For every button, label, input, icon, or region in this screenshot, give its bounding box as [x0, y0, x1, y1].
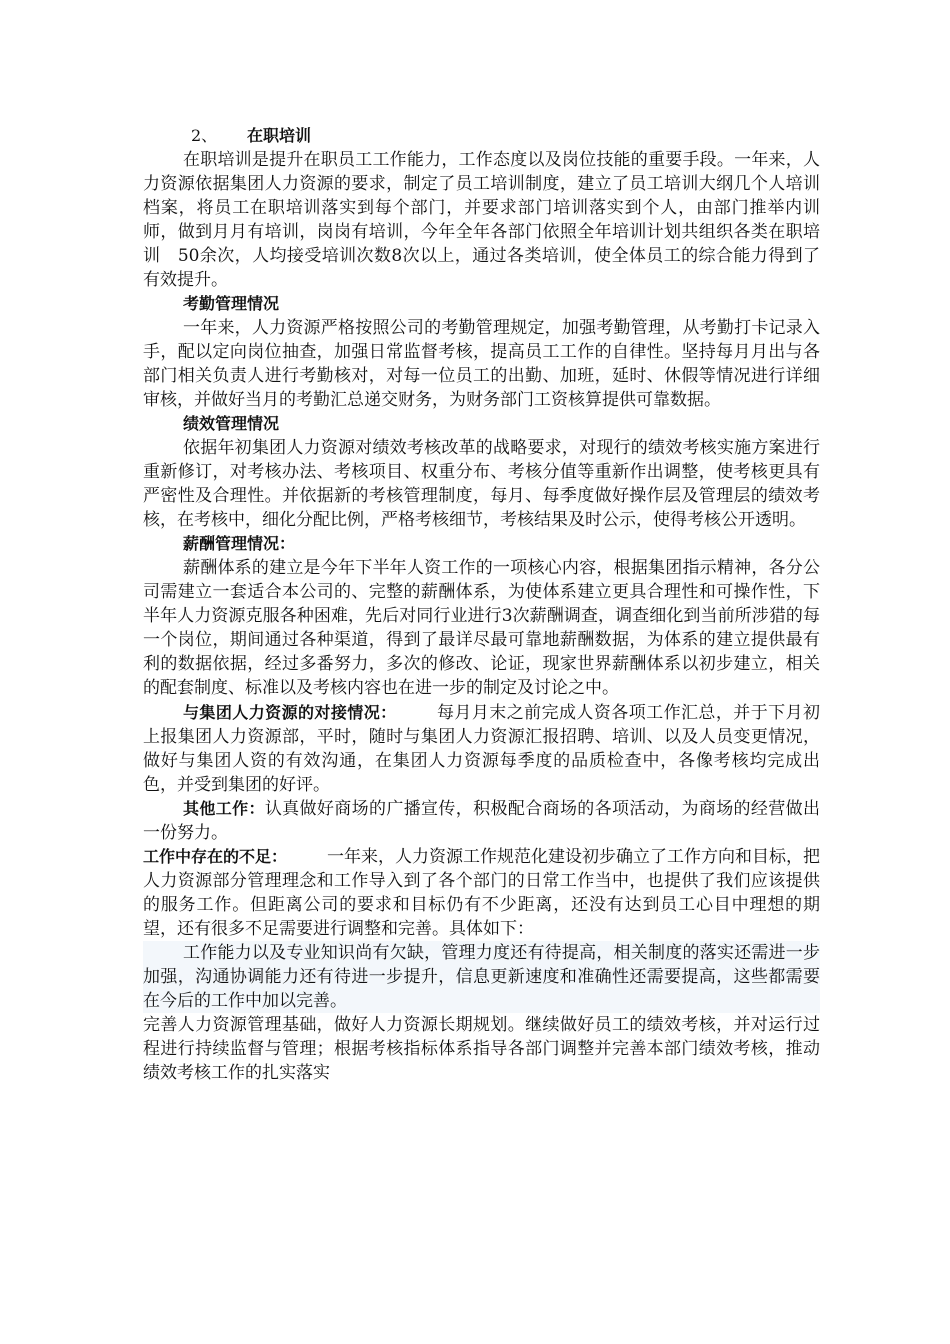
section-heading-training — [143, 124, 820, 148]
paragraph-attendance: 一年来，人力资源严格按照公司的考勤管理规定，加强考勤管理，从考勤打卡记录入手，配以定向岗位抽查，加强日常监督考核，提高员工工作的自律性。坚持每月月出与各部门相关负责人进行考勤核对，对每一位员工的出勤、加班，延时、休假等情况进行详细审核，并做好当月的考勤汇总递交财务，为财务部门工资核算提供可靠数据。 — [143, 318, 820, 410]
group-body: 每月月末之前完成人资各项工作汇总，并于下月初上报集团人力资源部，平时，随时与集团人力资源汇报招聘、培训、以及人员变更情况，做好与集团人资的有效沟通，在集团人力资源每季度的品质检查中，各像考核均完成出色，并受到集团的好评。 — [143, 703, 820, 795]
heading-attendance: 考勤管理情况 — [183, 294, 280, 313]
heading-group: 与集团人力资源的对接情况： — [183, 703, 397, 722]
heading-shortfalls: 工作中存在的不足： — [143, 847, 288, 866]
paragraph-group — [143, 701, 820, 797]
paragraph-salary: 薪酬体系的建立是今年下半年人资工作的一项核心内容，根据集团指示精神，各分公司需建立一套适合本公司的、完整的薪酬体系，为使体系建立更具合理性和可操作性，下半年人力资源克服各种困难，先后对同行业进行3次薪酬调查，调查细化到当前所涉猎的每一个岗位，期间通过各种渠道，得到了最详尽最可靠地薪酬数据，为体系的建立提供最有利的数据依据，经过多番努力，多次的修改、论证，现家世界薪酬体系以初步建立，相关的配套制度、标准以及考核内容也在进一步的制定及讨论之中。 — [143, 558, 820, 698]
paragraph-plan: 完善人力资源管理基础，做好人力资源长期规划。继续做好员工的绩效考核，并对运行过程进行持续监督与管理；根据考核指标体系指导各部门调整并完善本部门绩效考核，推动绩效考核工作的扎实落实 — [143, 1015, 820, 1083]
section-title: 在职培训 — [247, 126, 312, 145]
other-body: 认真做好商场的广播宣传，积极配合商场的各项活动，为商场的经营做出一份努力。 — [143, 799, 820, 843]
paragraph-shortfalls-detail: 工作能力以及专业知识尚有欠缺，管理力度还有待提高，相关制度的落实还需进一步加强，沟通协调能力还有待进一步提升，信息更新速度和准确性还需要提高，这些都需要在今后的工作中加以完善。 — [143, 943, 820, 1011]
paragraph-other — [143, 797, 820, 845]
heading-salary: 薪酬管理情况： — [183, 534, 296, 553]
heading-performance: 绩效管理情况 — [183, 414, 280, 433]
paragraph-performance: 依据年初集团人力资源对绩效考核改革的战略要求，对现行的绩效考核实施方案进行重新修订，对考核办法、考核项目、权重分布、考核分值等重新作出调整，使考核更具有严密性及合理性。并依据新的考核管理制度，每月、每季度做好操作层及管理层的绩效考核，在考核中，细化分配比例，严格考核细节，考核结果及时公示，使得考核公开透明。 — [143, 438, 820, 530]
document-page — [143, 124, 820, 1085]
section-number: 2、 — [191, 126, 218, 145]
heading-other: 其他工作： — [183, 799, 265, 818]
shortfalls-body: 一年来，人力资源工作规范化建设初步确立了工作方向和目标，把人力资源部分管理理念和工作导入到了各个部门的日常工作当中，也提供了我们应该提供的服务工作。但距离公司的要求和目标仍有不少距离，还没有达到员工心目中理想的期望，还有很多不足需要进行调整和完善。具体如下： — [143, 847, 821, 939]
paragraph-training: 在职培训是提升在职员工工作能力，工作态度以及岗位技能的重要手段。一年来，人力资源依据集团人力资源的要求，制定了员工培训制度，建立了员工培训大纲几个人培训档案，将员工在职培训落实到每个部门，并要求部门培训落实到个人，由部门推举内训师，做到月月有培训，岗岗有培训，今年全年各部门依照全年培训计划共组织各类在职培训 50余次，人均接受培训次数8次以上，通过各类培训，使全体员工的综合能力得到了有效提升。 — [143, 150, 820, 290]
paragraph-shortfalls — [143, 845, 820, 941]
